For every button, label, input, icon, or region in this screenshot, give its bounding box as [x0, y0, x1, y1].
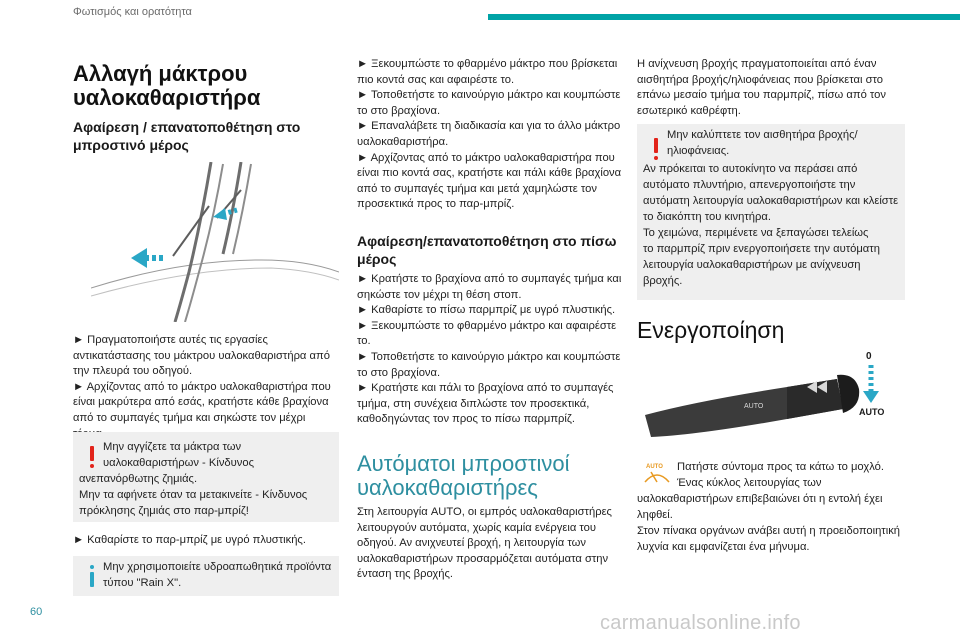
push-down-arrow-icon: [863, 365, 879, 403]
text-line: το στο βραχίονα.: [357, 104, 441, 117]
text-line: από το συμπαγές τμήμα και σηκώστε τον μέχρι: [73, 411, 306, 424]
warning-line: αυτόματη λειτουργία υαλοκαθαριστήρων και κλείστε: [643, 195, 899, 207]
page-title-line2: υαλοκαθαριστήρα: [73, 85, 261, 110]
text-line: ► Κρατήστε το βραχίονα από το συμπαγές τμήμα και: [357, 273, 622, 285]
warning-line: Μην αγγίζετε τα μάκτρα των: [103, 441, 242, 453]
section-title-auto-line2: υαλοκαθαριστήρες: [357, 475, 538, 500]
subtitle-rear-line2: μέρος: [357, 251, 397, 267]
text-line: ► Επαναλάβετε τη διαδικασία και για το άλλο μάκτρο: [357, 120, 621, 133]
text-line: καθοδηγώντας τον προς το πίσω παρμπρίζ.: [357, 413, 575, 426]
text-line: ► Ξεκουμπώστε το φθαρμένο μάκτρο και αφαιρέστε: [357, 319, 617, 332]
text-line: είναι μακρύτερα από εσάς, κρατήστε κάθε βραχίονα: [73, 396, 329, 409]
text-line: ► Πραγματοποιήστε αυτές τις εργασίες: [73, 334, 268, 346]
arrow-lift-icon: [131, 248, 163, 268]
warning-line: υαλοκαθαριστήρων - Κίνδυνος: [103, 457, 254, 469]
activation-line: Στον πίνακα οργάνων ανάβει αυτή η προειδοποιητική: [637, 525, 901, 537]
warning-line: Μην καλύπτετε τον αισθητήρα βροχής/: [667, 129, 858, 141]
activation-line: ληφθεί.: [637, 509, 673, 521]
text-line: πιο κοντά σας και αφαιρέστε το.: [357, 73, 515, 86]
text-line: το.: [357, 335, 371, 348]
clean-windscreen-step: ► Καθαρίστε το παρ-μπρίζ με υγρό πλυστικής.: [73, 534, 306, 546]
stalk-ring-label: AUTO: [744, 403, 764, 410]
warning-icon: [89, 446, 95, 468]
warning-line: βροχής.: [643, 275, 683, 287]
warning-line: Το χειμώνα, περιμένετε να ξεπαγώσει τελείως: [643, 227, 869, 239]
activation-line: λυχνία και εμφανίζεται ένα μήνυμα.: [637, 541, 810, 553]
text-line: λειτουργούν αυτόματα, χωρίς καμία ενέργεια του: [357, 521, 597, 534]
text-line: ► Κρατήστε και πάλι το βραχίονα από το συμπαγές: [357, 382, 614, 395]
text-line: την πλευρά του οδηγού.: [73, 365, 193, 378]
text-line: επάνω μεσαίο τμήμα του παρμπρίζ, πίσω από τον: [637, 89, 886, 102]
section-title-auto-line1: Αυτόματοι μπροστινοί: [357, 451, 570, 476]
text-line: προσεκτικά προς το παρ-μπρίζ.: [357, 198, 515, 211]
text-line: υαλοκαθαριστήρα.: [357, 135, 449, 148]
text-line: σηκώστε τον μέχρι τη θέση στοπ.: [357, 288, 522, 301]
watermark: carmanualsonline.info: [600, 612, 801, 634]
front-steps-paragraph: [73, 333, 339, 442]
warning-line: αυτόματο πλυντήριο, απενεργοποιήστε την: [643, 179, 856, 191]
text-line: από το συμπαγές τμήμα και μετά χαμηλώστε τον: [357, 182, 597, 195]
info-icon: [89, 565, 95, 587]
text-line: οδηγού. Αν ανιχνευτεί βροχή, η λειτουργία των: [357, 537, 586, 550]
wiper-front-illustration: [91, 162, 339, 322]
warning-line: πρόκλησης ζημιάς στο παρ-μπρίζ!: [79, 505, 249, 517]
text-line: ένταση της βροχής.: [357, 568, 454, 581]
warning-line: Αν πρόκειται το αυτοκίνητο να περάσει από: [643, 163, 858, 175]
auto-wipe-warning-lamp-icon: [643, 460, 671, 484]
subtitle-front-line1: Αφαίρεση / επανατοποθέτηση στο: [73, 119, 301, 135]
warning-line: το διακόπτη του κινητήρα.: [643, 211, 771, 223]
section-title-activation: Ενεργοποίηση: [637, 317, 785, 343]
text-line: ► Τοποθετήστε το καινούργιο μάκτρο και κουμπώστε: [357, 89, 621, 102]
text-line: αισθητήρα βροχής/ηλιοφάνειας που βρίσκεται στο: [637, 73, 883, 86]
warning-line: Μην τα αφήνετε όταν τα μετακινείτε - Κίνδυνος: [79, 489, 308, 501]
auto-icon-text: AUTO: [646, 464, 663, 470]
page-number: 60: [30, 606, 43, 618]
text-line: τμήμα, στη συνέχεια διπλώστε τον προσεκτικά,: [357, 397, 590, 410]
rain-sensor-paragraph: [637, 57, 905, 119]
text-line: ► Ξεκουμπώστε το φθαρμένο μάκτρο που βρίσκεται: [357, 58, 618, 70]
warning-line: ηλιοφάνειας.: [667, 145, 730, 157]
text-line: Η ανίχνευση βροχής πραγματοποιείται από έναν: [637, 58, 877, 70]
subtitle-rear-line1: Αφαίρεση/επανατοποθέτηση στο πίσω: [357, 233, 617, 249]
text-line: εσωτερικό καθρέφτη.: [637, 104, 741, 117]
activation-line: Πατήστε σύντομα προς τα κάτω το μοχλό.: [677, 461, 884, 473]
warning-box-wipers: [73, 432, 339, 522]
info-line: Μην χρησιμοποιείτε υδροαπωθητικά προϊόντα: [103, 561, 332, 573]
stalk-label-bottom: AUTO: [859, 407, 885, 417]
text-line: ► Αρχίζοντας από το μάκτρο υαλοκαθαριστήρα που: [357, 151, 615, 164]
text-line: ► Καθαρίστε το πίσω παρμπρίζ με υγρό πλυστικής.: [357, 304, 616, 317]
text-line: το στο βραχίονα.: [357, 366, 441, 379]
stalk-label-top: 0: [866, 351, 872, 362]
info-box-rainx: [73, 556, 339, 596]
wiper-stalk-illustration: [637, 345, 905, 445]
page-title-line1: Αλλαγή μάκτρου: [73, 61, 248, 86]
warning-box-sensor: [637, 124, 905, 300]
warning-line: το παρμπρίζ πριν ενεργοποιήσετε την αυτόματη: [643, 243, 880, 255]
text-line: Στη λειτουργία AUTO, οι εμπρός υαλοκαθαριστήρες: [357, 506, 612, 518]
auto-wipers-paragraph: [357, 505, 622, 583]
text-line: αντικατάστασης του μάκτρου υαλοκαθαριστήρα από: [73, 349, 330, 362]
activation-line: υαλοκαθαριστήρων επιβεβαιώνει ότι η εντολή έχει: [637, 493, 883, 505]
rear-steps-paragraph: [357, 272, 622, 428]
front-steps-continued: [357, 57, 622, 213]
text-line: είναι πιο κοντά σας, κρατήστε και πάλι κάθε βραχίονα: [357, 167, 622, 180]
activation-line: Ένας κύκλος λειτουργίας των: [677, 477, 822, 489]
warning-line: ανεπανόρθωτης ζημιάς.: [79, 473, 198, 485]
subtitle-front-line2: μπροστινό μέρος: [73, 137, 189, 153]
text-line: ► Αρχίζοντας από το μάκτρο υαλοκαθαριστήρα που: [73, 380, 331, 393]
info-line: τύπου "Rain X".: [103, 577, 182, 589]
section-header: Φωτισμός και ορατότητα: [73, 6, 192, 18]
warning-line: λειτουργία υαλοκαθαριστήρων με ανίχνευση: [643, 259, 861, 271]
warning-icon: [653, 138, 659, 160]
header-accent-bar: [488, 14, 960, 20]
text-line: ► Τοποθετήστε το καινούργιο μάκτρο και κουμπώστε: [357, 350, 621, 363]
text-line: υαλοκαθαριστήρων προσαρμόζεται αυτόματα στην: [357, 552, 609, 565]
